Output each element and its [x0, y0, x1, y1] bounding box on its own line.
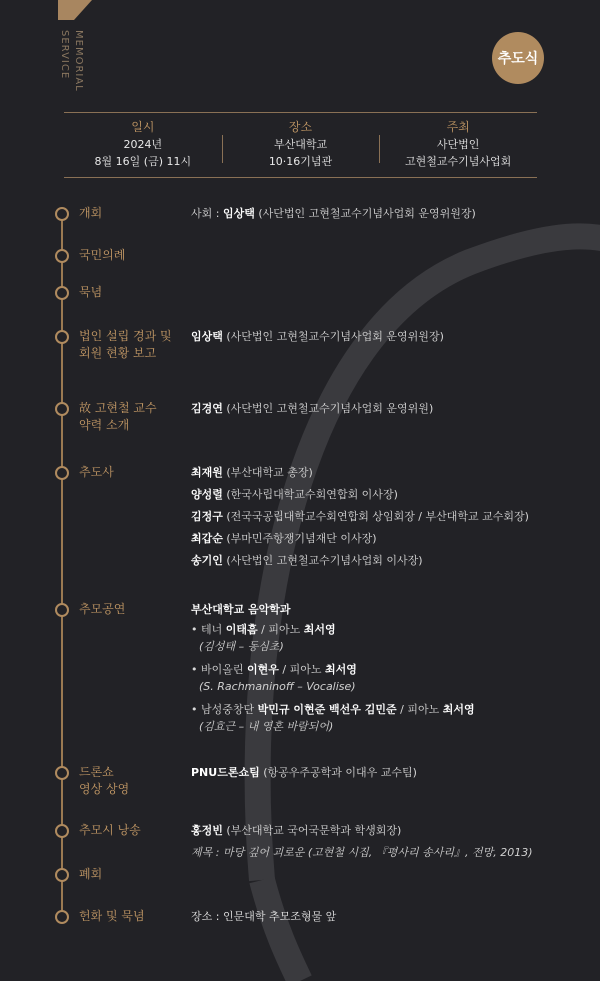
info-date-label: 일시 — [131, 120, 155, 134]
timeline-dot — [55, 766, 69, 780]
item-title-performance: 추모공연 — [79, 602, 126, 616]
item-title-drone: 드론쇼 영상 상영 — [79, 765, 130, 796]
eulogy-speaker: 양성렬 (한국사립대학교수회연합회 이사장) — [191, 488, 398, 501]
timeline-dot — [55, 910, 69, 924]
eulogy-speaker: 최갑순 (부마민주항쟁기념재단 이사장) — [191, 532, 377, 545]
opening-host-name: 임상택 — [222, 207, 255, 220]
item-title-ceremony: 국민의례 — [79, 248, 126, 262]
performance-act: • 바이올린 이현우 / 피아노 최서영 — [191, 663, 357, 676]
memorial-badge: 추도식 — [492, 32, 544, 84]
item-detail-report — [191, 328, 444, 345]
timeline-dot — [55, 824, 69, 838]
memorial-service-vertical-text: MEMORIAL SERVICE — [59, 30, 84, 92]
info-date-line2: 8월 16일 (금) 11시 — [94, 155, 192, 168]
info-host-label: 주최 — [446, 120, 470, 134]
event-info-bar — [64, 112, 537, 178]
item-detail-intro — [191, 400, 433, 417]
performance-piece: (김성태 – 동심초) — [199, 640, 284, 653]
info-host-line1: 사단법인 — [436, 138, 480, 151]
eulogy-speaker: 최재원 (부산대학교 총장) — [191, 466, 313, 479]
timeline-dot — [55, 603, 69, 617]
timeline-dot — [55, 286, 69, 300]
info-date — [64, 113, 222, 177]
item-title-intro: 故 고현철 교수 약력 소개 — [79, 401, 157, 432]
item-title-silence: 묵념 — [79, 285, 103, 299]
drone-team-name: PNU드론쇼팀 — [191, 766, 260, 779]
performance-piece: (S. Rachmaninoff – Vocalise) — [199, 680, 356, 693]
item-detail-poem — [191, 822, 533, 861]
info-venue-line1: 부산대학교 — [273, 138, 328, 151]
timeline-dot — [55, 868, 69, 882]
drone-team-note: (항공우주공학과 이대우 교수팀) — [259, 766, 417, 779]
item-title-poem: 추모시 낭송 — [79, 823, 141, 837]
timeline-line — [61, 214, 63, 916]
large-arc-decoration-lower — [262, 880, 300, 981]
corner-slash-shape — [58, 0, 92, 20]
eulogy-speaker: 김정구 (전국국공립대학교수회연합회 상임회장 / 부산대학교 교수회장) — [191, 510, 529, 523]
info-venue-line2: 10·16기념관 — [268, 155, 333, 168]
item-title-flowers: 헌화 및 묵념 — [79, 909, 145, 923]
timeline-dot — [55, 330, 69, 344]
eulogy-speaker: 송기인 (사단법인 고현철교수기념사업회 이사장) — [191, 554, 423, 567]
report-name: 임상택 — [191, 330, 223, 343]
item-title-closing: 폐회 — [79, 867, 103, 881]
item-detail-opening — [191, 205, 476, 222]
performance-act: • 테너 이태흠 / 피아노 최서영 — [191, 623, 336, 636]
performance-group: 부산대학교 음악학과 — [191, 603, 291, 616]
item-detail-eulogy — [191, 462, 529, 572]
opening-host-note: (사단법인 고현철교수기념사업회 운영위원장) — [254, 207, 476, 220]
item-detail-flowers: 장소 : 인문대학 추모조형물 앞 — [191, 910, 337, 923]
opening-prefix: 사회 : — [191, 207, 223, 220]
timeline-dot — [55, 402, 69, 416]
poem-reader-note: (부산대학교 국어국문학과 학생회장) — [222, 824, 402, 837]
timeline-dot — [55, 249, 69, 263]
poem-reader-name: 홍정빈 — [191, 824, 223, 837]
item-title-opening: 개회 — [79, 206, 103, 220]
item-detail-drone — [191, 764, 417, 781]
performance-act: • 남성중창단 박민규 이현준 백선우 김민준 / 피아노 최서영 — [191, 703, 475, 716]
item-detail-performance — [191, 601, 475, 735]
timeline-dot — [55, 466, 69, 480]
info-venue-label: 장소 — [288, 120, 313, 134]
info-venue — [222, 113, 380, 177]
performance-piece: (김효근 – 내 영혼 바람되어) — [199, 720, 334, 733]
item-title-eulogy: 추도사 — [79, 465, 114, 479]
report-note: (사단법인 고현철교수기념사업회 운영위원장) — [222, 330, 444, 343]
info-date-line1: 2024년 — [123, 138, 163, 151]
intro-note: (사단법인 고현철교수기념사업회 운영위원) — [222, 402, 434, 415]
item-title-report: 법인 설립 경과 및 회원 현황 보고 — [79, 329, 172, 360]
intro-name: 김경연 — [191, 402, 223, 415]
poem-title: 제목 : 마당 깊어 괴로운 (고현철 시집, 『평사리 송사리』, 전망, 2013) — [191, 846, 533, 859]
info-host-line2: 고현철교수기념사업회 — [405, 155, 512, 168]
info-host — [379, 113, 537, 177]
timeline-dot — [55, 207, 69, 221]
